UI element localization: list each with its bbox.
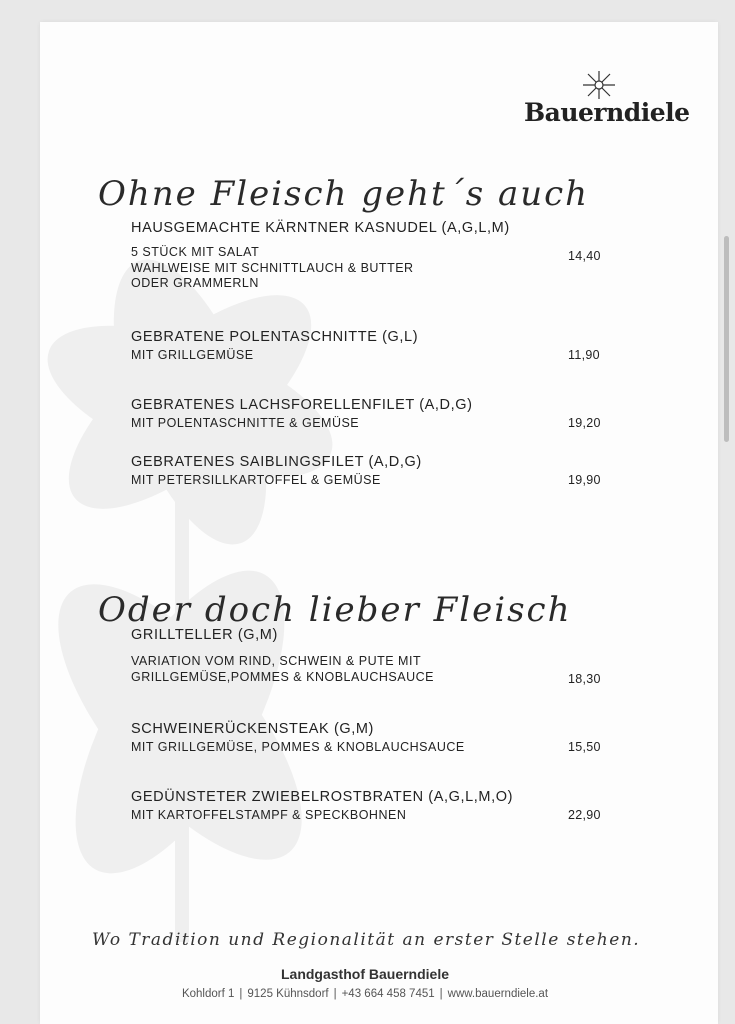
menu-item-desc-line: 5 STÜCK MIT SALAT xyxy=(131,245,260,259)
brand-logo-text: Bauerndiele xyxy=(524,98,690,127)
menu-item-desc-line: MIT PETERSILLKARTOFFEL & GEMÜSE xyxy=(131,473,381,487)
menu-item xyxy=(131,721,611,756)
menu-item-price: 14,40 xyxy=(568,249,601,263)
menu-item-title: GEDÜNSTETER ZWIEBELROSTBRATEN (A,G,L,M,O) xyxy=(131,789,514,805)
menu-item-desc xyxy=(131,473,611,489)
menu-item-title: GEBRATENES LACHSFORELLENFILET (A,D,G) xyxy=(131,397,473,413)
scrollbar-thumb[interactable] xyxy=(724,236,729,442)
footer-website-link[interactable]: www.bauerndiele.at xyxy=(447,988,549,1000)
menu-item-price: 19,20 xyxy=(568,416,601,430)
footer-restaurant-name: Landgasthof Bauerndiele xyxy=(280,966,450,982)
menu-item-title: GRILLTELLER (G,M) xyxy=(131,627,278,643)
footer-address: Kohldorf 1 xyxy=(181,988,235,1000)
menu-page xyxy=(40,22,718,1024)
menu-item-desc xyxy=(131,808,611,824)
menu-item-price: 15,50 xyxy=(568,740,601,754)
menu-item-desc xyxy=(131,245,611,292)
menu-item-desc-line: MIT KARTOFFELSTAMPF & SPECKBOHNEN xyxy=(131,808,407,822)
menu-item-price: 19,90 xyxy=(568,473,601,487)
edelweiss-watermark xyxy=(40,202,400,962)
menu-item-price: 18,30 xyxy=(568,672,601,686)
brand-logo xyxy=(524,70,690,130)
menu-item-desc-line: VARIATION VOM RIND, SCHWEIN & PUTE MIT xyxy=(131,654,422,668)
menu-item-desc-line: ODER GRAMMERLN xyxy=(131,276,259,290)
footer-motto: Wo Tradition und Regionalität an erster Stelle stehen. xyxy=(92,930,641,950)
menu-item-price: 11,90 xyxy=(568,348,600,362)
menu-item-desc xyxy=(131,654,611,685)
menu-item-title: HAUSGEMACHTE KÄRNTNER KASNUDEL (A,G,L,M) xyxy=(131,220,510,236)
menu-item xyxy=(131,220,611,292)
menu-item-title: GEBRATENE POLENTASCHNITTE (G,L) xyxy=(131,329,419,345)
menu-item xyxy=(131,329,611,364)
menu-item-title: GEBRATENES SAIBLINGSFILET (A,D,G) xyxy=(131,454,422,470)
menu-item xyxy=(131,789,611,824)
edelweiss-icon xyxy=(582,70,616,100)
footer-phone[interactable]: +43 664 458 7451 xyxy=(341,988,435,1000)
section-heading-meat: Oder doch lieber Fleisch xyxy=(98,590,572,630)
menu-item-desc-line: GRILLGEMÜSE,POMMES & KNOBLAUCHSAUCE xyxy=(131,669,434,684)
menu-item-desc xyxy=(131,348,611,364)
menu-item-desc-line: WAHLWEISE MIT SCHNITTLAUCH & BUTTER xyxy=(131,260,414,275)
menu-item-desc xyxy=(131,416,611,432)
menu-item xyxy=(131,627,611,685)
menu-item xyxy=(131,397,611,432)
footer-postal-city: 9125 Kühnsdorf xyxy=(247,988,329,1000)
menu-item-desc xyxy=(131,740,611,756)
menu-item-desc-line: MIT POLENTASCHNITTE & GEMÜSE xyxy=(131,416,360,430)
section-heading-vegetarian: Ohne Fleisch geht´s auch xyxy=(98,174,590,214)
footer-address-line: Kohldorf 1 | 9125 Kühnsdorf | +43 664 458 7451 | www.bauerndiele.at xyxy=(181,988,549,1000)
menu-item-desc-line: MIT GRILLGEMÜSE, POMMES & KNOBLAUCHSAUCE xyxy=(131,740,465,754)
menu-item-price: 22,90 xyxy=(568,808,601,822)
menu-item-desc-line: MIT GRILLGEMÜSE xyxy=(131,348,254,362)
menu-item xyxy=(131,454,611,489)
menu-item-title: SCHWEINERÜCKENSTEAK (G,M) xyxy=(131,721,374,737)
